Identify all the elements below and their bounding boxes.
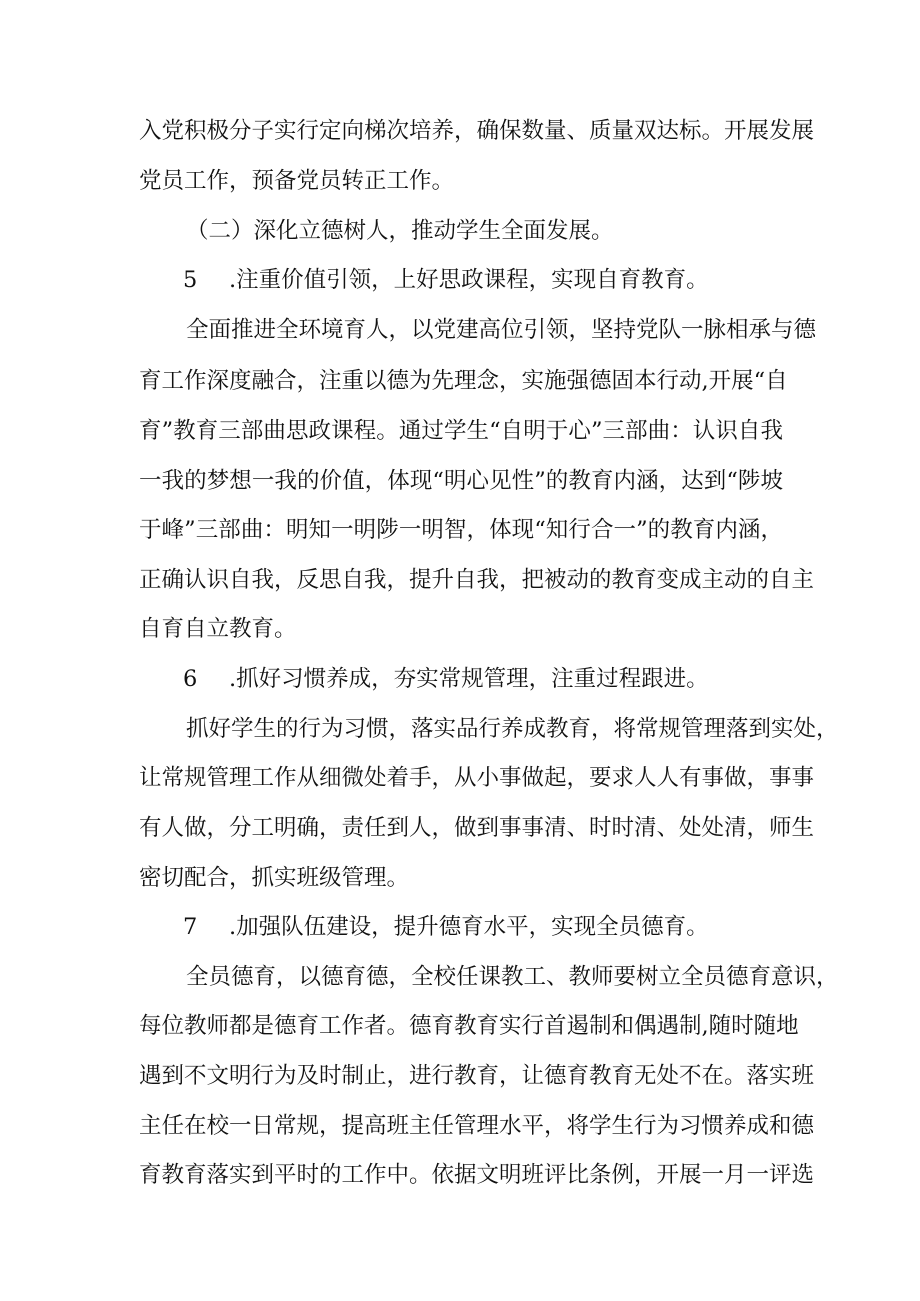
item-5-line-4: 一我的梦想一我的价值，体现“明心见性”的教育内涵，达到“陟坡 bbox=[139, 468, 783, 494]
item-6-line-3: 有人做，分工明确，责任到人，做到事事清、时时清、处处清，师生 bbox=[139, 815, 815, 841]
item-6-line-2: 让常规管理工作从细微处着手，从小事做起，要求人人有事做，事事 bbox=[139, 765, 815, 791]
item-5-line-3: 育”教育三部曲思政课程。通过学生“自明于心”三部曲：认识自我 bbox=[139, 418, 783, 444]
item-5-line-7: 自育自立教育。 bbox=[139, 616, 297, 642]
item-5-title: .注重价值引领，上好思政课程，实现自育教育。 bbox=[229, 267, 709, 293]
item-6-line-4: 密切配合，抓实班级管理。 bbox=[139, 865, 410, 891]
item-6-heading bbox=[183, 659, 709, 699]
item-5-line-1: 全面推进全环境育人，以党建高位引领，坚持党队一脉相承与德 bbox=[186, 317, 817, 343]
item-7-line-5: 育教育落实到平时的工作中。依据文明班评比条例，开展一月一评选 bbox=[139, 1162, 815, 1188]
item-7-line-4: 主任在校一日常规，提高班主任管理水平，将学生行为习惯养成和德 bbox=[139, 1113, 815, 1139]
item-7-line-3: 遇到不文明行为及时制止，进行教育，让德育教育无处不在。落实班 bbox=[139, 1063, 815, 1089]
item-5-line-5: 于峰”三部曲：明知一明陟一明智，体现“知行合一”的教育内涵， bbox=[139, 517, 783, 543]
item-7-number: 7 bbox=[183, 914, 198, 940]
item-7-heading bbox=[183, 907, 709, 947]
item-6-number: 6 bbox=[183, 666, 198, 692]
item-7-line-2: 每位教师都是德育工作者。德育教育实行首遏制和偶遇制,随时随地 bbox=[139, 1013, 799, 1039]
item-6-title: .抓好习惯养成，夯实常规管理，注重过程跟进。 bbox=[229, 666, 709, 692]
item-5-heading bbox=[183, 260, 709, 300]
item-6-line-1: 抓好学生的行为习惯，落实品行养成教育，将常规管理落到实处， bbox=[186, 716, 839, 742]
item-5-line-6: 正确认识自我，反思自我，提升自我，把被动的教育变成主动的自主 bbox=[139, 567, 815, 593]
item-5-number: 5 bbox=[183, 267, 198, 293]
paragraph-1-line-2: 党员工作，预备党员转正工作。 bbox=[139, 168, 455, 194]
item-7-line-1: 全员德育，以德育德，全校任课教工、教师要树立全员德育意识， bbox=[186, 964, 839, 990]
item-5-line-2: 育工作深度融合，注重以德为先理念，实施强德固本行动,开展“自 bbox=[139, 368, 788, 394]
section-heading: （二）深化立德树人，推动学生全面发展。 bbox=[186, 218, 614, 244]
paragraph-1-line-1: 入党积极分子实行定向梯次培养，确保数量、质量双达标。开展发展 bbox=[139, 118, 815, 144]
item-7-title: .加强队伍建设，提升德育水平，实现全员德育。 bbox=[229, 914, 709, 940]
